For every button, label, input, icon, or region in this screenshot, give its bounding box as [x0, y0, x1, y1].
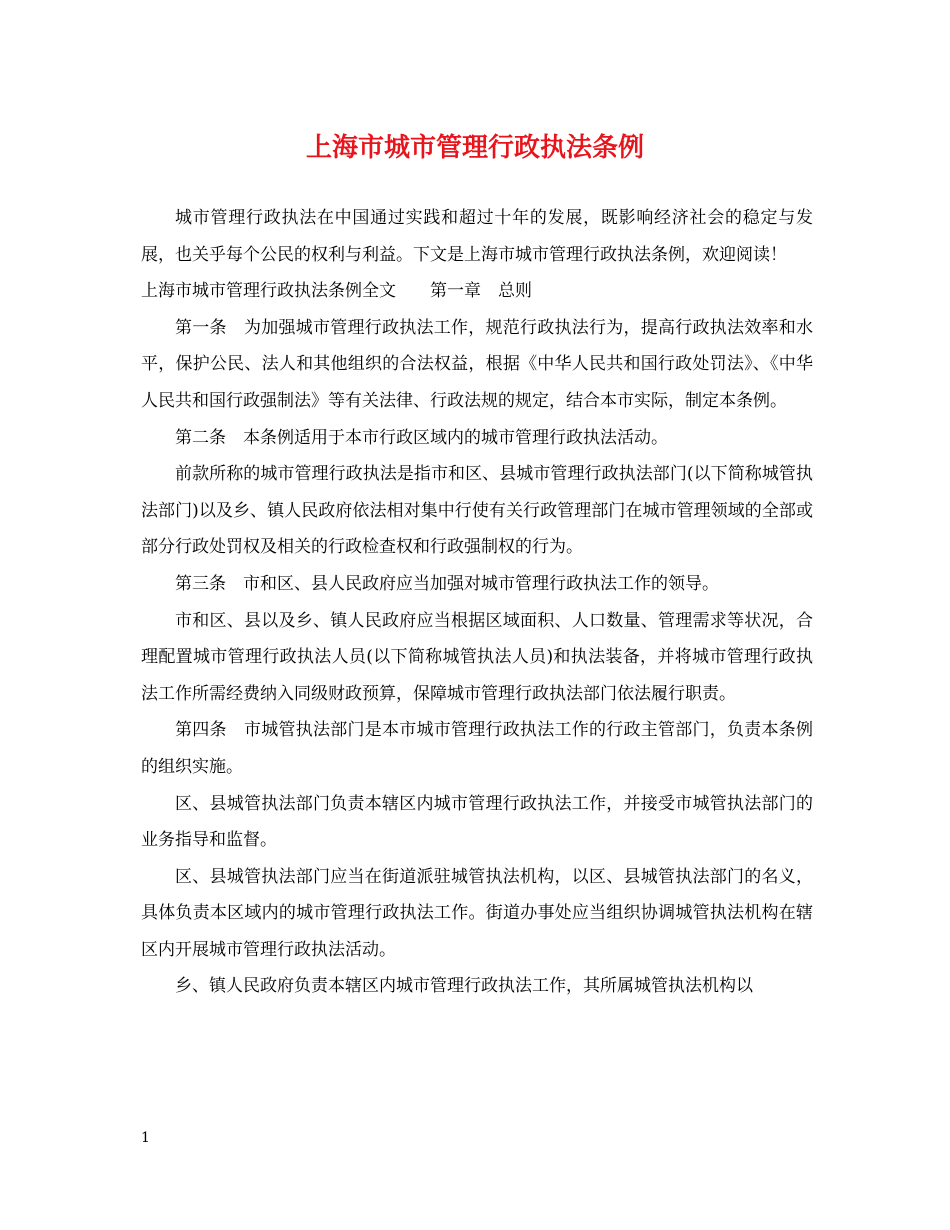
- paragraph-article-2: 第二条 本条例适用于本市行政区域内的城市管理行政执法活动。: [175, 427, 668, 448]
- paragraph-intro: 城市管理行政执法在中国通过实践和超过十年的发展，既影响经济社会的稳定与发展，也关乎每个公民的权利与利益。下文是上海市城市管理行政执法条例，欢迎阅读！: [141, 208, 813, 265]
- paragraph-article-3-clause: 市和区、县以及乡、镇人民政府应当根据区域面积、人口数量、管理需求等状况，合理配置城市管理行政执法人员(以下简称城管执法人员)和执法装备，并将城市管理行政执法工作所需经费纳入同级财政预算，保障城市管理行政执法部门依法履行职责。: [141, 610, 813, 704]
- paragraph-article-1: 第一条 为加强城市管理行政执法工作，规范行政执法行为，提高行政执法效率和水平，保护公民、法人和其他组织的合法权益，根据《中华人民共和国行政处罚法》、《中华人民共和国行政强制法》等有关法律、行政法规的规定，结合本市实际，制定本条例。: [141, 317, 813, 411]
- paragraph-article-4-clause-3: 乡、镇人民政府负责本辖区内城市管理行政执法工作，其所属城管执法机构以: [175, 976, 753, 997]
- paragraph-article-4-clause-1: 区、县城管执法部门负责本辖区内城市管理行政执法工作，并接受市城管执法部门的业务指导和监督。: [141, 793, 813, 851]
- document-body: [141, 200, 813, 1005]
- paragraph-article-3: 第三条 市和区、县人民政府应当加强对城市管理行政执法工作的领导。: [175, 573, 719, 594]
- paragraph-chapter-heading: 上海市城市管理行政执法条例全文 第一章 总则: [141, 281, 532, 302]
- paragraph-article-4: 第四条 市城管执法部门是本市城市管理行政执法工作的行政主管部门，负责本条例的组织实施。: [141, 720, 813, 777]
- paragraph-article-2-clause: 前款所称的城市管理行政执法是指市和区、县城市管理行政执法部门(以下简称城管执法部门)以及乡、镇人民政府依法相对集中行使有关行政管理部门在城市管理领域的全部或部分行政处罚权及相关的行政检查权和行政强制权的行为。: [141, 464, 813, 558]
- page-number: 1: [141, 1130, 150, 1146]
- document-title: 上海市城市管理行政执法条例: [305, 133, 644, 163]
- paragraph-article-4-clause-2: 区、县城管执法部门应当在街道派驻城管执法机构，以区、县城管执法部门的名义，具体负责本区域内的城市管理行政执法工作。街道办事处应当组织协调城管执法机构在辖区内开展城市管理行政执法活动。: [141, 866, 813, 960]
